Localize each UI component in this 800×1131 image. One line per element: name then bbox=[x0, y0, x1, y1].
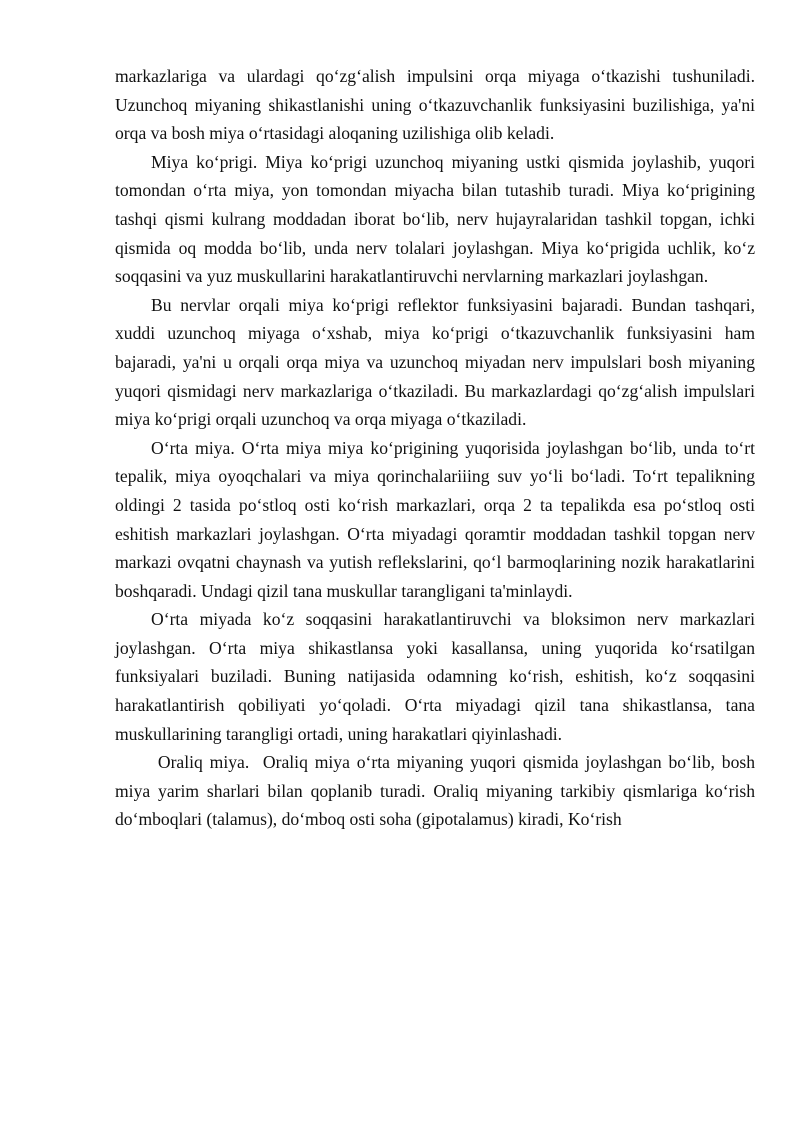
paragraph-orta-miya-markazlar: O‘rta miyada ko‘z soqqasini harakatlantiruvchi va bloksimon nerv markazlari joylashgan. O‘rta miya shikastlansa yoki kasallansa, uning yuqorida ko‘rsatilgan funksiyalari buziladi. Buning natijasida odamning ko‘rish, eshitish, ko‘z soqqasini harakatlantirish qobiliyati yo‘qoladi. O‘rta miyadagi qizil tana shikastlansa, tana muskullarining tarangligi ortadi, uning harakatlari qiyinlashadi. bbox=[115, 609, 755, 744]
paragraph-continuation: markazlariga va ulardagi qo‘zg‘alish impulsini orqa miyaga o‘tkazishi tushuniladi. Uzunchoq miyaning shikastlanishi uning o‘tkazuvchanlik funksiyasini buzilishiga, ya'ni orqa va bosh miya o‘rtasidagi aloqaning uzilishiga olib keladi. bbox=[115, 66, 755, 144]
paragraph-miya-koprigi: Miya ko‘prigi. Miya ko‘prigi uzunchoq miyaning ustki qismida joylashib, yuqori tomondan o‘rta miya, yon tomondan miyacha bilan tutashib turadi. Miya ko‘prigining tashqi qismi kulrang moddadan iborat bo‘lib, nerv hujayralaridan tashkil topgan, ichki qismida oq modda bo‘lib, unda nerv tolalari joylashgan. Miya ko‘prigida uchlik, ko‘z soqqasini va yuz muskullarini harakatlantiruvchi nervlarning markazlari joylashgan. bbox=[115, 151, 755, 287]
paragraph-orta-miya: O‘rta miya. O‘rta miya miya ko‘prigining yuqorisida joylashgan bo‘lib, unda to‘rt tepalik, miya oyoqchalari va miya qorinchalariiing suv yo‘li bo‘ladi. To‘rt tepalikning oldingi 2 tasida po‘stloq osti ko‘rish markazlari, orqa 2 ta tepalikda esa po‘stloq osti eshitish markazlari joylashgan. O‘rta miyadagi qoramtir moddadan tashkil topgan nerv markazi ovqatni chaynash va yutish reflekslarini, qo‘l barmoqlarining nozik harakatlarini boshqaradi. Undagi qizil tana muskullar tarangligani ta'minlaydi. bbox=[115, 437, 755, 601]
document-page bbox=[115, 62, 760, 834]
paragraph-reflektor-funksiya: Bu nervlar orqali miya ko‘prigi reflektor funksiyasini bajaradi. Bundan tashqari, xuddi uzunchoq miyaga o‘xshab, miya ko‘prigi o‘tkazuvchanlik funksiyasini ham bajaradi, ya'ni u orqali orqa miya va uzunchoq miyadan nerv impulslari bosh miyaning yuqori qismidagi nerv markazlariga o‘tkaziladi. Bu markazlardagi qo‘zg‘alish impulslari miya ko‘prigi orqali uzunchoq va orqa miyaga o‘tkaziladi. bbox=[115, 294, 755, 430]
paragraph-oraliq-miya: Oraliq miya. Oraliq miya o‘rta miyaning yuqori qismida joylashgan bo‘lib, bosh miya yarim sharlari bilan qoplanib turadi. Oraliq miyaning tarkibiy qismlariga ko‘rish do‘mboqlari (talamus), do‘mboq osti soha (gipotalamus) kiradi, Ko‘rish bbox=[115, 752, 760, 830]
